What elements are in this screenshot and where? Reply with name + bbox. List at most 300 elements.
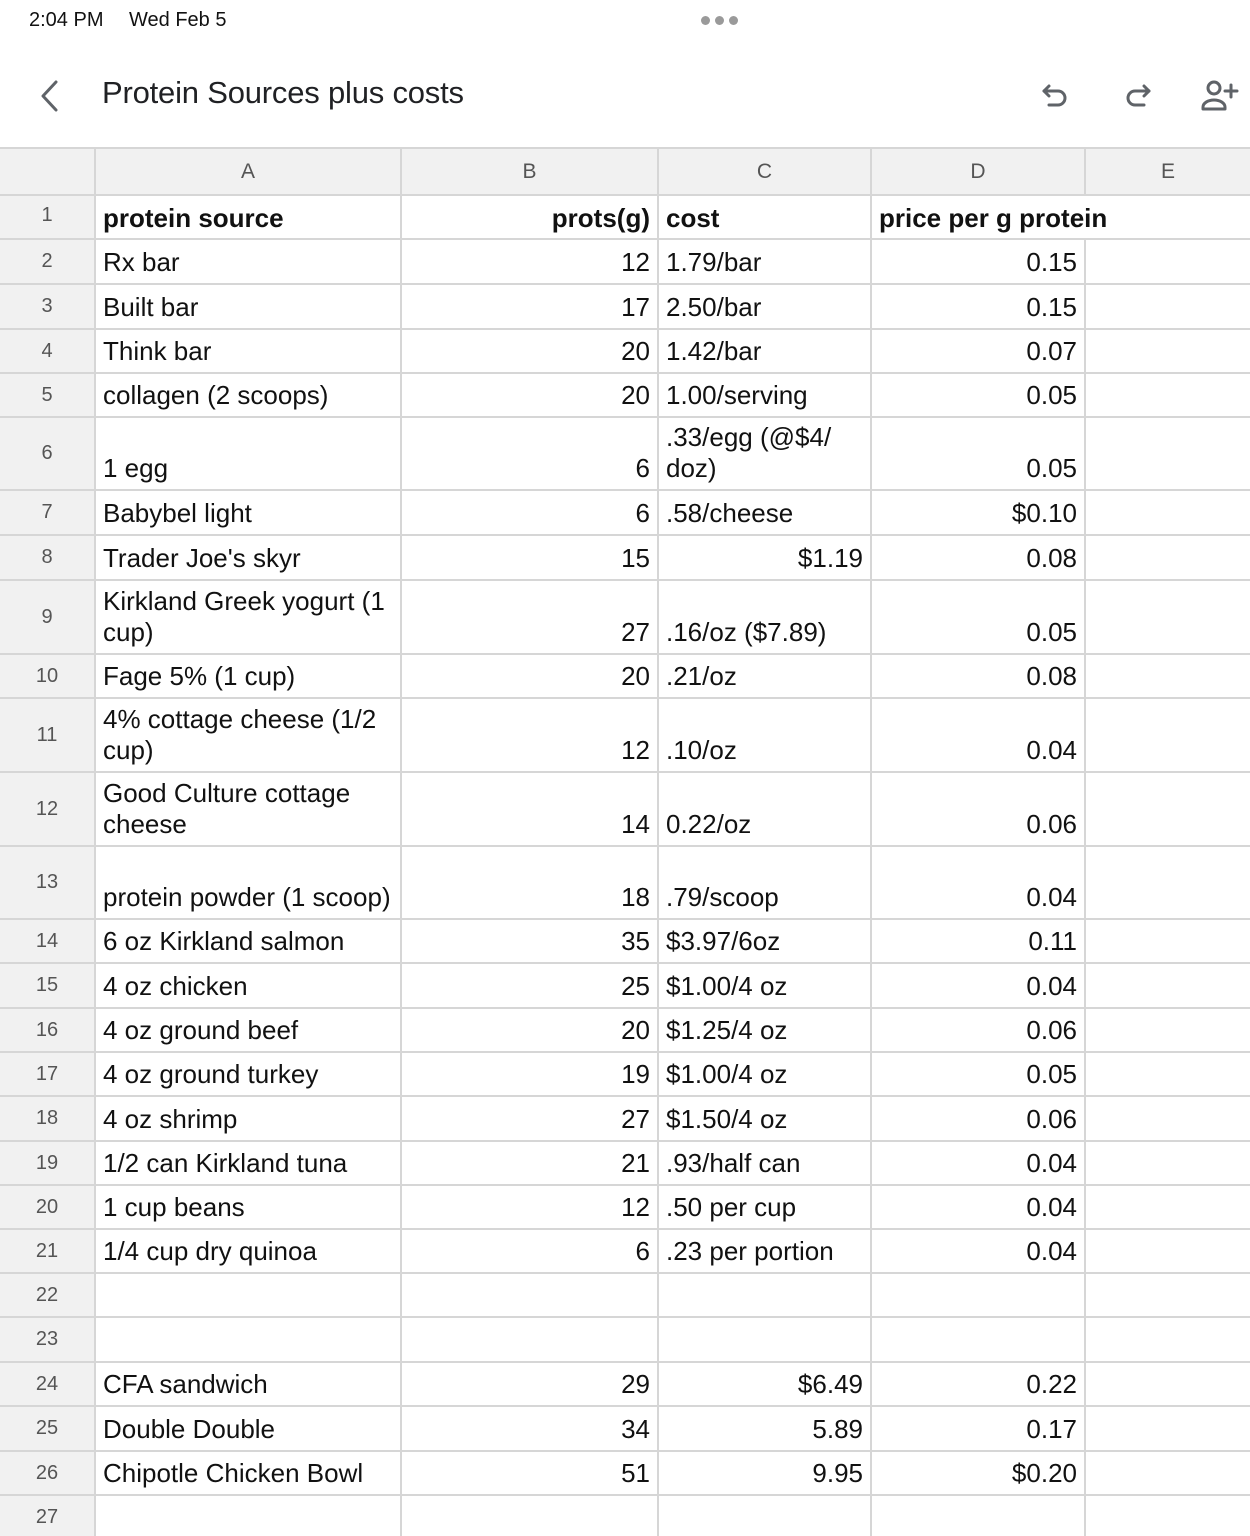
cell-e15[interactable] — [1086, 964, 1250, 1007]
cell-value: Built bar — [103, 292, 199, 322]
cell-value: protein powder (1 scoop) — [103, 882, 391, 912]
cell-d5[interactable] — [872, 374, 1086, 416]
table-row — [0, 1142, 1250, 1186]
cell-e19[interactable] — [1086, 1142, 1250, 1184]
table-row — [0, 1230, 1250, 1274]
cell-a21[interactable] — [96, 1230, 402, 1272]
cell-a15[interactable] — [96, 964, 402, 1007]
cell-d12[interactable] — [872, 773, 1086, 845]
cell-value: $1.25/4 oz — [666, 1015, 788, 1045]
cell-e25[interactable] — [1086, 1407, 1250, 1450]
table-row — [0, 1097, 1250, 1142]
cell-value: $0.10 — [1011, 498, 1077, 528]
cell-d25[interactable] — [872, 1407, 1086, 1450]
cell-e16[interactable] — [1086, 1009, 1250, 1051]
cell-d26[interactable] — [872, 1452, 1086, 1494]
cell-d11[interactable] — [872, 699, 1086, 771]
row-number[interactable]: 9 — [0, 581, 96, 653]
column-header-row — [0, 147, 1250, 196]
cell-c17[interactable] — [659, 1053, 872, 1095]
row-number[interactable]: 17 — [0, 1053, 96, 1095]
document-title[interactable]: Protein Sources plus costs — [102, 75, 464, 110]
cell-value: 6 — [635, 453, 650, 483]
cell-value: 20 — [621, 336, 650, 366]
cell-b25[interactable] — [402, 1407, 659, 1450]
cell-c8[interactable] — [659, 536, 872, 579]
cell-b24[interactable] — [402, 1363, 659, 1405]
cell-value: Kirkland Greek yogurt (1 cup) — [103, 586, 385, 647]
cell-e2[interactable] — [1086, 240, 1250, 283]
back-button[interactable] — [30, 76, 70, 116]
cell-c20[interactable] — [659, 1186, 872, 1228]
cell-a10[interactable] — [96, 655, 402, 697]
cell-value: 1/2 can Kirkland tuna — [103, 1148, 348, 1178]
cell-c18[interactable] — [659, 1097, 872, 1140]
cell-value: $1.19 — [797, 543, 863, 573]
cell-d7[interactable] — [872, 491, 1086, 534]
cell-value: 12 — [621, 247, 650, 277]
cell-b1[interactable] — [402, 196, 659, 238]
cell-value: 1 cup beans — [103, 1192, 245, 1222]
cell-value: $0.20 — [1011, 1458, 1077, 1488]
cell-b18[interactable] — [402, 1097, 659, 1140]
cell-a16[interactable] — [96, 1009, 402, 1051]
multitasking-dots-icon[interactable] — [701, 16, 738, 25]
table-row — [0, 773, 1250, 847]
cell-c3[interactable] — [659, 285, 872, 328]
cell-d16[interactable] — [872, 1009, 1086, 1051]
cell-value: 34 — [621, 1414, 650, 1444]
cell-a25[interactable] — [96, 1407, 402, 1450]
cell-b10[interactable] — [402, 655, 659, 697]
row-number[interactable]: 8 — [0, 536, 96, 579]
cell-e21[interactable] — [1086, 1230, 1250, 1272]
table-row — [0, 1274, 1250, 1318]
table-row — [0, 920, 1250, 964]
cell-c25[interactable] — [659, 1407, 872, 1450]
cell-value: Double Double — [103, 1414, 276, 1444]
cell-value: 21 — [621, 1148, 650, 1178]
row-number[interactable]: 16 — [0, 1009, 96, 1051]
cell-e17[interactable] — [1086, 1053, 1250, 1095]
column-header-d[interactable]: D — [872, 149, 1086, 194]
cell-b17[interactable] — [402, 1053, 659, 1095]
column-header-c[interactable]: C — [659, 149, 872, 194]
cell-d4[interactable] — [872, 330, 1086, 372]
cell-d13[interactable] — [872, 847, 1086, 918]
row-number[interactable]: 5 — [0, 374, 96, 416]
table-row — [0, 491, 1250, 536]
cell-a1[interactable] — [96, 196, 402, 238]
cell-d9[interactable] — [872, 581, 1086, 653]
cell-b4[interactable] — [402, 330, 659, 372]
cell-d8[interactable] — [872, 536, 1086, 579]
cell-value: 35 — [621, 926, 650, 956]
cell-c14[interactable] — [659, 920, 872, 962]
row-number[interactable]: 27 — [0, 1496, 96, 1536]
add-person-icon — [1200, 79, 1240, 113]
cell-a18[interactable] — [96, 1097, 402, 1140]
row-number[interactable]: 12 — [0, 773, 96, 845]
cell-value: $1.00/4 oz — [666, 1059, 788, 1089]
undo-icon — [1039, 80, 1071, 112]
cell-b9[interactable] — [402, 581, 659, 653]
cell-value: .21/oz — [666, 661, 737, 691]
cell-value: 0.04 — [1026, 1236, 1077, 1266]
cell-value: 14 — [621, 809, 650, 839]
cell-a12[interactable] — [96, 773, 402, 845]
cell-value: Rx bar — [103, 247, 180, 277]
cell-d22[interactable] — [872, 1274, 1086, 1316]
cell-d17[interactable] — [872, 1053, 1086, 1095]
table-row — [0, 1407, 1250, 1452]
cell-value: 4% cottage cheese (1/2 cup) — [103, 704, 377, 765]
cell-value: Babybel light — [103, 498, 252, 528]
cell-b12[interactable] — [402, 773, 659, 845]
table-row — [0, 1496, 1250, 1536]
table-row — [0, 418, 1250, 491]
cell-c15[interactable] — [659, 964, 872, 1007]
cell-e7[interactable] — [1086, 491, 1250, 534]
cell-value: 9.95 — [812, 1458, 863, 1488]
cell-value: 5.89 — [812, 1414, 863, 1444]
cell-value: Trader Joe's skyr — [103, 543, 301, 573]
cell-a19[interactable] — [96, 1142, 402, 1184]
cell-value: 0.15 — [1026, 247, 1077, 277]
row-number[interactable]: 3 — [0, 285, 96, 328]
cell-c9[interactable] — [659, 581, 872, 653]
table-row — [0, 581, 1250, 655]
cell-a9[interactable] — [96, 581, 402, 653]
cell-a7[interactable] — [96, 491, 402, 534]
cell-value: protein source — [103, 203, 284, 233]
row-number[interactable]: 2 — [0, 240, 96, 283]
cell-value: 6 — [635, 498, 650, 528]
cell-b23[interactable] — [402, 1318, 659, 1361]
cell-b16[interactable] — [402, 1009, 659, 1051]
cell-value: 0.05 — [1026, 617, 1077, 647]
cell-e27[interactable] — [1086, 1496, 1250, 1536]
cell-value: 18 — [621, 882, 650, 912]
row-number[interactable]: 7 — [0, 491, 96, 534]
cell-value: 20 — [621, 1015, 650, 1045]
row-number[interactable]: 19 — [0, 1142, 96, 1184]
row-number[interactable]: 15 — [0, 964, 96, 1007]
cell-value: collagen (2 scoops) — [103, 380, 329, 410]
cell-value: 0.04 — [1026, 735, 1077, 765]
cell-d15[interactable] — [872, 964, 1086, 1007]
cell-value: Fage 5% (1 cup) — [103, 661, 296, 691]
cell-value: 0.22/oz — [666, 809, 752, 839]
table-row — [0, 847, 1250, 920]
cell-c26[interactable] — [659, 1452, 872, 1494]
cell-value: 0.06 — [1026, 1015, 1077, 1045]
row-number[interactable]: 6 — [0, 418, 96, 489]
table-row — [0, 1009, 1250, 1053]
cell-e9[interactable] — [1086, 581, 1250, 653]
cell-value: 1 egg — [103, 453, 169, 483]
cell-a14[interactable] — [96, 920, 402, 962]
cell-c24[interactable] — [659, 1363, 872, 1405]
cell-c11[interactable] — [659, 699, 872, 771]
cell-a3[interactable] — [96, 285, 402, 328]
cell-b11[interactable] — [402, 699, 659, 771]
cell-e4[interactable] — [1086, 330, 1250, 372]
row-number[interactable]: 14 — [0, 920, 96, 962]
cell-value: .23 per portion — [666, 1236, 834, 1266]
cell-b7[interactable] — [402, 491, 659, 534]
cell-value: $1.50/4 oz — [666, 1104, 788, 1134]
cell-value: 1.00/serving — [666, 380, 808, 410]
cell-d23[interactable] — [872, 1318, 1086, 1361]
cell-d19[interactable] — [872, 1142, 1086, 1184]
table-row — [0, 374, 1250, 418]
cell-value: 0.06 — [1026, 809, 1077, 839]
cell-value: 0.04 — [1026, 971, 1077, 1001]
cell-c21[interactable] — [659, 1230, 872, 1272]
status-time: 2:04 PM — [29, 9, 104, 31]
cell-value: .93/half can — [666, 1148, 801, 1178]
row-number[interactable]: 10 — [0, 655, 96, 697]
redo-button[interactable] — [1116, 74, 1160, 118]
cell-value: Think bar — [103, 336, 212, 366]
cell-b21[interactable] — [402, 1230, 659, 1272]
row-number[interactable]: 23 — [0, 1318, 96, 1361]
cell-value: 1.42/bar — [666, 336, 762, 366]
cell-value: 12 — [621, 735, 650, 765]
row-number[interactable]: 24 — [0, 1363, 96, 1405]
cell-value: 20 — [621, 380, 650, 410]
cell-value: 0.15 — [1026, 292, 1077, 322]
table-row — [0, 240, 1250, 285]
cell-a4[interactable] — [96, 330, 402, 372]
cell-d21[interactable] — [872, 1230, 1086, 1272]
cell-value: .79/scoop — [666, 882, 779, 912]
cell-value: 25 — [621, 971, 650, 1001]
cell-d27[interactable] — [872, 1496, 1086, 1536]
cell-b6[interactable] — [402, 418, 659, 489]
cell-c27[interactable] — [659, 1496, 872, 1536]
cell-value: 0.17 — [1026, 1414, 1077, 1444]
cell-value: $6.49 — [797, 1369, 863, 1399]
cell-value: 4 oz shrimp — [103, 1104, 238, 1134]
column-header-e[interactable]: E — [1086, 149, 1250, 194]
cell-b26[interactable] — [402, 1452, 659, 1494]
cell-value: 0.04 — [1026, 882, 1077, 912]
cell-value: price per g protein — [879, 203, 1108, 233]
cell-value: 19 — [621, 1059, 650, 1089]
cell-value: 1/4 cup dry quinoa — [103, 1236, 317, 1266]
cell-a13[interactable] — [96, 847, 402, 918]
cell-a11[interactable] — [96, 699, 402, 771]
cell-a22[interactable] — [96, 1274, 402, 1316]
column-header-b[interactable]: B — [402, 149, 659, 194]
cell-e18[interactable] — [1086, 1097, 1250, 1140]
cell-c4[interactable] — [659, 330, 872, 372]
cell-a2[interactable] — [96, 240, 402, 283]
cell-c22[interactable] — [659, 1274, 872, 1316]
cell-d10[interactable] — [872, 655, 1086, 697]
cell-c12[interactable] — [659, 773, 872, 845]
cell-c23[interactable] — [659, 1318, 872, 1361]
cell-b8[interactable] — [402, 536, 659, 579]
table-row — [0, 330, 1250, 374]
cell-e22[interactable] — [1086, 1274, 1250, 1316]
column-header-a[interactable]: A — [96, 149, 402, 194]
cell-value: 2.50/bar — [666, 292, 762, 322]
cell-a8[interactable] — [96, 536, 402, 579]
row-number[interactable]: 1 — [0, 196, 96, 238]
cell-b15[interactable] — [402, 964, 659, 1007]
cell-value: prots(g) — [551, 203, 650, 233]
cell-value: 0.05 — [1026, 1059, 1077, 1089]
cell-a5[interactable] — [96, 374, 402, 416]
cell-d20[interactable] — [872, 1186, 1086, 1228]
cell-e1[interactable] — [1086, 196, 1250, 238]
cell-b2[interactable] — [402, 240, 659, 283]
redo-icon — [1122, 80, 1154, 112]
cell-c6[interactable] — [659, 418, 872, 489]
cell-e13[interactable] — [1086, 847, 1250, 918]
row-number[interactable]: 25 — [0, 1407, 96, 1450]
cell-a27[interactable] — [96, 1496, 402, 1536]
cell-c13[interactable] — [659, 847, 872, 918]
cell-a20[interactable] — [96, 1186, 402, 1228]
cell-b3[interactable] — [402, 285, 659, 328]
cell-e6[interactable] — [1086, 418, 1250, 489]
cell-b27[interactable] — [402, 1496, 659, 1536]
cell-value: 0.04 — [1026, 1148, 1077, 1178]
cell-value: 0.05 — [1026, 380, 1077, 410]
table-row — [0, 1186, 1250, 1230]
row-number[interactable]: 20 — [0, 1186, 96, 1228]
cell-c10[interactable] — [659, 655, 872, 697]
row-number[interactable]: 21 — [0, 1230, 96, 1272]
cell-value: $3.97/6oz — [666, 926, 781, 956]
share-add-person-button[interactable] — [1198, 74, 1242, 118]
status-date: Wed Feb 5 — [129, 9, 227, 31]
undo-button[interactable] — [1033, 74, 1077, 118]
cell-value: cost — [666, 203, 720, 233]
cell-b22[interactable] — [402, 1274, 659, 1316]
cell-b5[interactable] — [402, 374, 659, 416]
cell-e11[interactable] — [1086, 699, 1250, 771]
row-number[interactable]: 18 — [0, 1097, 96, 1140]
cell-e26[interactable] — [1086, 1452, 1250, 1494]
table-row — [0, 699, 1250, 773]
row-number[interactable]: 4 — [0, 330, 96, 372]
cell-value: CFA sandwich — [103, 1369, 268, 1399]
cell-value: 4 oz ground beef — [103, 1015, 299, 1045]
cell-b13[interactable] — [402, 847, 659, 918]
cell-value: Good Culture cottage cheese — [103, 778, 351, 839]
cell-b19[interactable] — [402, 1142, 659, 1184]
cell-e12[interactable] — [1086, 773, 1250, 845]
cell-d14[interactable] — [872, 920, 1086, 962]
cell-a23[interactable] — [96, 1318, 402, 1361]
cell-e14[interactable] — [1086, 920, 1250, 962]
toolbar — [0, 50, 1250, 142]
cell-value: 0.05 — [1026, 453, 1077, 483]
cell-e3[interactable] — [1086, 285, 1250, 328]
row-number[interactable]: 26 — [0, 1452, 96, 1494]
cell-value: 0.08 — [1026, 661, 1077, 691]
chevron-left-icon — [38, 79, 62, 113]
cell-value: .58/cheese — [666, 498, 794, 528]
cell-d18[interactable] — [872, 1097, 1086, 1140]
cell-value: Chipotle Chicken Bowl — [103, 1458, 364, 1488]
cell-c19[interactable] — [659, 1142, 872, 1184]
cell-value: 27 — [621, 617, 650, 647]
row-number[interactable]: 13 — [0, 847, 96, 918]
cell-d2[interactable] — [872, 240, 1086, 283]
cell-value: 0.08 — [1026, 543, 1077, 573]
cell-c7[interactable] — [659, 491, 872, 534]
header-data-row — [0, 196, 1250, 240]
cell-value: 29 — [621, 1369, 650, 1399]
cell-value: .50 per cup — [666, 1192, 797, 1222]
cell-value: 20 — [621, 661, 650, 691]
cell-b20[interactable] — [402, 1186, 659, 1228]
cell-a26[interactable] — [96, 1452, 402, 1494]
table-row — [0, 1053, 1250, 1097]
cell-value: 0.22 — [1026, 1369, 1077, 1399]
cell-value: 6 oz Kirkland salmon — [103, 926, 345, 956]
cell-a24[interactable] — [96, 1363, 402, 1405]
cell-c1[interactable] — [659, 196, 872, 238]
status-bar — [0, 0, 1250, 44]
row-number[interactable]: 22 — [0, 1274, 96, 1316]
select-all-corner[interactable] — [0, 149, 96, 194]
cell-d24[interactable] — [872, 1363, 1086, 1405]
table-row — [0, 536, 1250, 581]
cell-value: .16/oz ($7.89) — [666, 617, 827, 647]
cell-value: 0.07 — [1026, 336, 1077, 366]
cell-e5[interactable] — [1086, 374, 1250, 416]
cell-d6[interactable] — [872, 418, 1086, 489]
cell-value: .33/egg (@$4/ doz) — [666, 422, 832, 483]
cell-value: 4 oz ground turkey — [103, 1059, 319, 1089]
row-number[interactable]: 11 — [0, 699, 96, 771]
cell-value: 6 — [635, 1236, 650, 1266]
cell-value: 27 — [621, 1104, 650, 1134]
cell-c16[interactable] — [659, 1009, 872, 1051]
cell-value: 0.06 — [1026, 1104, 1077, 1134]
table-row — [0, 964, 1250, 1009]
cell-e8[interactable] — [1086, 536, 1250, 579]
table-row — [0, 1363, 1250, 1407]
cell-e24[interactable] — [1086, 1363, 1250, 1405]
cell-e10[interactable] — [1086, 655, 1250, 697]
cell-value: 17 — [621, 292, 650, 322]
table-row — [0, 655, 1250, 699]
cell-d1[interactable] — [872, 196, 1108, 238]
cell-b14[interactable] — [402, 920, 659, 962]
cell-d3[interactable] — [872, 285, 1086, 328]
cell-value: 0.11 — [1028, 926, 1077, 956]
cell-value: 4 oz chicken — [103, 971, 248, 1001]
cell-e23[interactable] — [1086, 1318, 1250, 1361]
cell-e20[interactable] — [1086, 1186, 1250, 1228]
cell-c5[interactable] — [659, 374, 872, 416]
table-row — [0, 1452, 1250, 1496]
table-row — [0, 1318, 1250, 1363]
cell-value: 15 — [621, 543, 650, 573]
spreadsheet-grid[interactable] — [0, 147, 1250, 1536]
cell-a6[interactable] — [96, 418, 402, 489]
cell-a17[interactable] — [96, 1053, 402, 1095]
cell-c2[interactable] — [659, 240, 872, 283]
